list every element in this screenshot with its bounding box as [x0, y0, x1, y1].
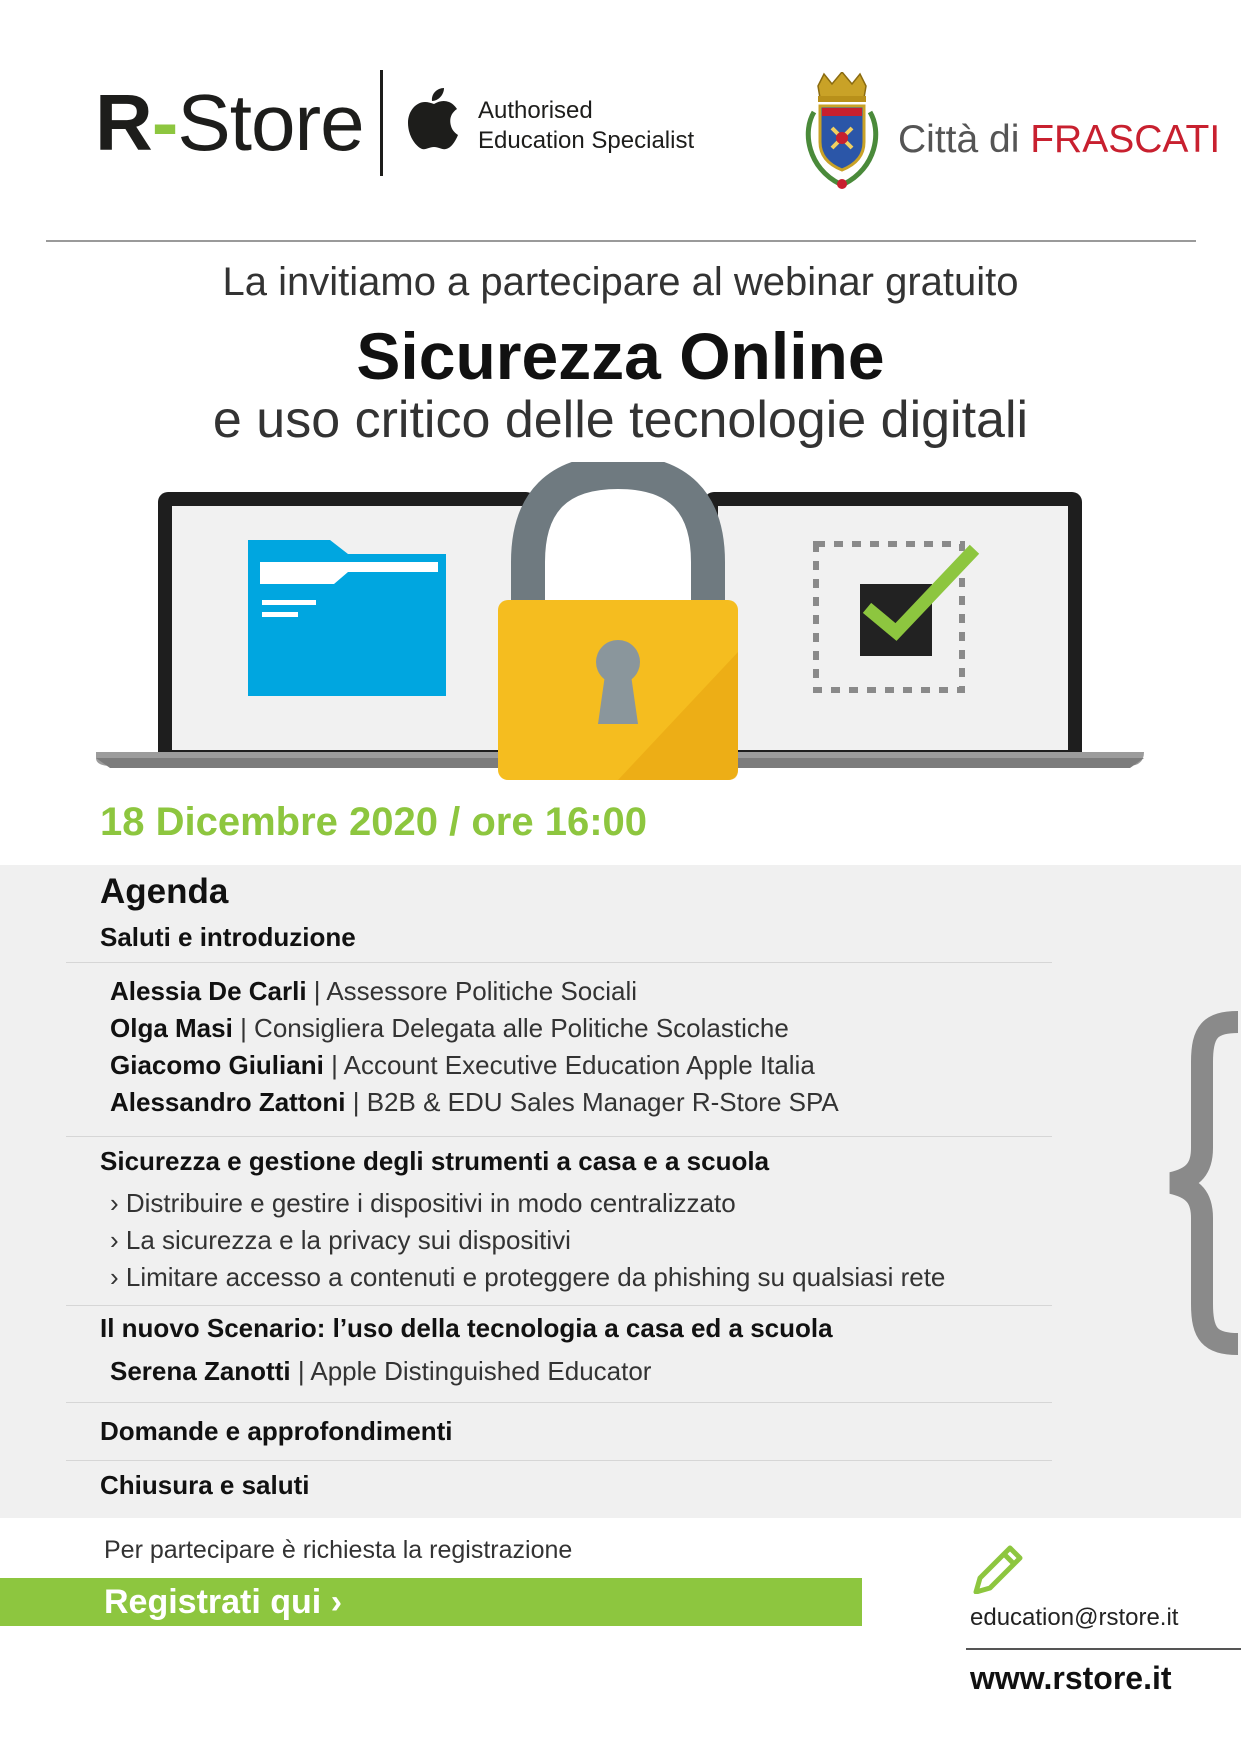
padlock-icon [498, 472, 738, 780]
agenda-separator [66, 1460, 1052, 1461]
speaker-row: Alessia De Carli | Assessore Politiche Sociali [110, 976, 638, 1006]
agenda-separator [66, 1136, 1052, 1137]
registration-note: Per partecipare è richiesta la registrazione [104, 1536, 573, 1564]
rstore-logo: R-Store [95, 78, 364, 167]
website-link[interactable]: www.rstore.it [970, 1660, 1172, 1696]
apple-education-badge: Authorised Education Specialist [478, 97, 695, 154]
agenda-section-heading: Domande e approfondimenti [100, 1416, 453, 1446]
pencil-icon [970, 1538, 1028, 1594]
agenda-separator [66, 1305, 1052, 1306]
speaker-row: Giacomo Giuliani | Account Executive Education Apple Italia [110, 1050, 815, 1080]
page-subtitle: e uso critico delle tecnologie digitali [212, 391, 1029, 449]
contact-email[interactable]: education@rstore.it [970, 1604, 1179, 1631]
city-name: Città di FRASCATI [898, 118, 1221, 161]
city-crest-icon [800, 72, 884, 192]
footer-divider [966, 1648, 1241, 1650]
agenda-title: Agenda [100, 872, 229, 911]
security-illustration [90, 462, 1150, 782]
speaker-row: Olga Masi | Consigliera Delegata alle Politiche Scolastiche [110, 1013, 789, 1043]
agenda-section-heading: Chiusura e saluti [100, 1470, 310, 1500]
page-title: Sicurezza Online [356, 319, 885, 393]
invitation-text: La invitiamo a partecipare al webinar gratuito [222, 260, 1019, 304]
agenda-section-heading: Il nuovo Scenario: l’uso della tecnologia a casa ed a scuola [100, 1313, 833, 1343]
header-divider-line [46, 240, 1196, 242]
agenda-bullet: › La sicurezza e la privacy sui dispositivi [110, 1225, 571, 1255]
register-link[interactable]: Registrati qui › [104, 1583, 343, 1621]
folder-icon [248, 540, 446, 696]
agenda-section-heading: Sicurezza e gestione degli strumenti a casa e a scuola [100, 1146, 770, 1176]
agenda-bullet: › Limitare accesso a contenuti e proteggere da phishing su qualsiasi rete [110, 1262, 946, 1292]
curly-brace-icon [1150, 1010, 1241, 1356]
agenda-bullet: › Distribuire e gestire i dispositivi in modo centralizzato [110, 1188, 736, 1218]
apple-logo-icon [406, 84, 462, 150]
speaker-row: Serena Zanotti | Apple Distinguished Educator [110, 1356, 652, 1386]
event-date: 18 Dicembre 2020 / ore 16:00 [100, 800, 648, 844]
agenda-section-heading: Saluti e introduzione [100, 922, 356, 952]
agenda-separator [66, 962, 1052, 963]
speaker-row: Alessandro Zattoni | B2B & EDU Sales Manager R-Store SPA [110, 1087, 839, 1117]
header-divider [380, 70, 383, 176]
agenda-separator [66, 1402, 1052, 1403]
